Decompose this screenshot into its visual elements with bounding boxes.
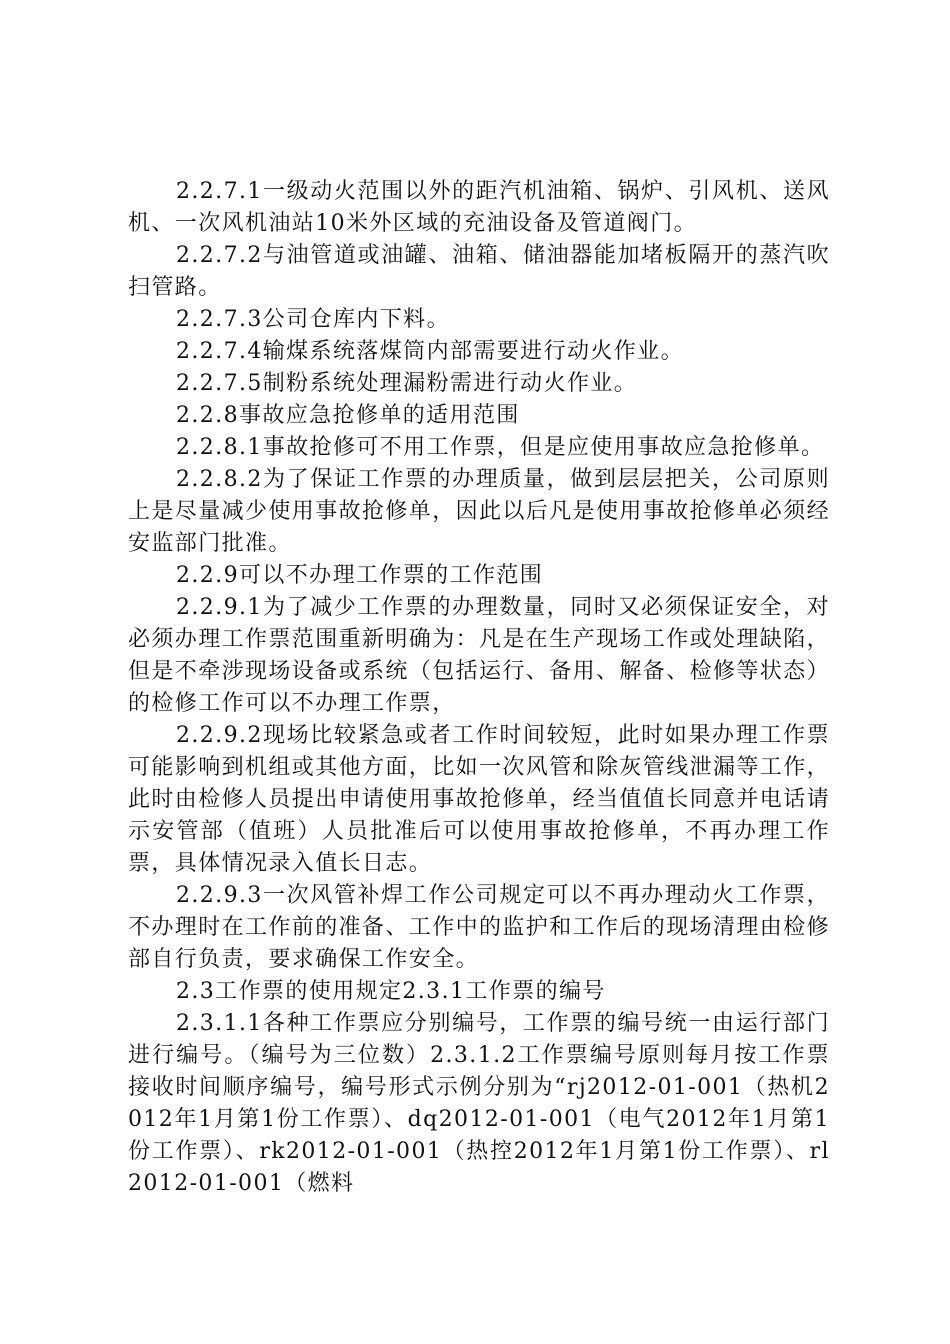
- paragraph-2-2-9-1: 2.2.9.1为了减少工作票的办理数量，同时又必须保证安全，对必须办理工作票范围重新明确为：凡是在生产现场工作或处理缺陷，但是不牵涉现场设备或系统（包括运行、备用、解备、检修等状态）的检修工作可以不办理工作票，: [128, 595, 831, 716]
- paragraph-2-2-8-1: 2.2.8.1事故抢修可不用工作票，但是应使用事故应急抢修单。: [176, 435, 825, 460]
- paragraph-2-3-1-1: 2.3.1.1各种工作票应分别编号，工作票的编号统一由运行部门进行编号。（编号为三位数）2.3.1.2工作票编号原则每月按工作票接收时间顺序编号，编号形式示例分别为“rj2012-01-001（热机2012年1月第1份工作票）、dq2012-01-001（电气2012年1月第1份工作票）、rk2012-01-001（热控2012年1月第1份工作票）、rl2012-01-001（燃料: [128, 1011, 830, 1196]
- section-heading-2-2-9: 2.2.9可以不办理工作票的工作范围: [176, 563, 544, 588]
- section-heading-2-2-8: 2.2.8事故应急抢修单的适用范围: [176, 403, 520, 428]
- section-heading-2-3: 2.3工作票的使用规定2.3.1工作票的编号: [176, 979, 606, 1004]
- paragraph-2-2-9-2: 2.2.9.2现场比较紧急或者工作时间较短，此时如果办理工作票可能影响到机组或其他方面，比如一次风管和除灰管线泄漏等工作，此时由检修人员提出申请使用事故抢修单，经当值值长同意并电话请示安管部（值班）人员批准后可以使用事故抢修单，不再办理工作票，具体情况录入值长日志。: [128, 723, 831, 876]
- paragraph-2-2-9-3: 2.2.9.3一次风管补焊工作公司规定可以不再办理动火工作票，不办理时在工作前的准备、工作中的监护和工作后的现场清理由检修部自行负责，要求确保工作安全。: [128, 883, 831, 972]
- paragraph-2-2-7-5: 2.2.7.5制粉系统处理漏粉需进行动火作业。: [176, 371, 638, 396]
- paragraph-2-2-7-4: 2.2.7.4输煤系统落煤筒内部需要进行动火作业。: [176, 339, 684, 364]
- document-body: [128, 176, 830, 1200]
- paragraph-2-2-7-2: 2.2.7.2与油管道或油罐、油箱、储油器能加堵板隔开的蒸汽吹扫管路。: [128, 243, 830, 300]
- paragraph-2-2-7-1: 2.2.7.1一级动火范围以外的距汽机油箱、锅炉、引风机、送风机、一次风机油站10米外区域的充油设备及管道阀门。: [128, 179, 830, 236]
- paragraph-2-2-7-3: 2.2.7.3公司仓库内下料。: [176, 307, 450, 332]
- paragraph-2-2-8-2: 2.2.8.2为了保证工作票的办理质量，做到层层把关，公司原则上是尽量减少使用事故抢修单，因此以后凡是使用事故抢修单必须经安监部门批准。: [128, 467, 831, 556]
